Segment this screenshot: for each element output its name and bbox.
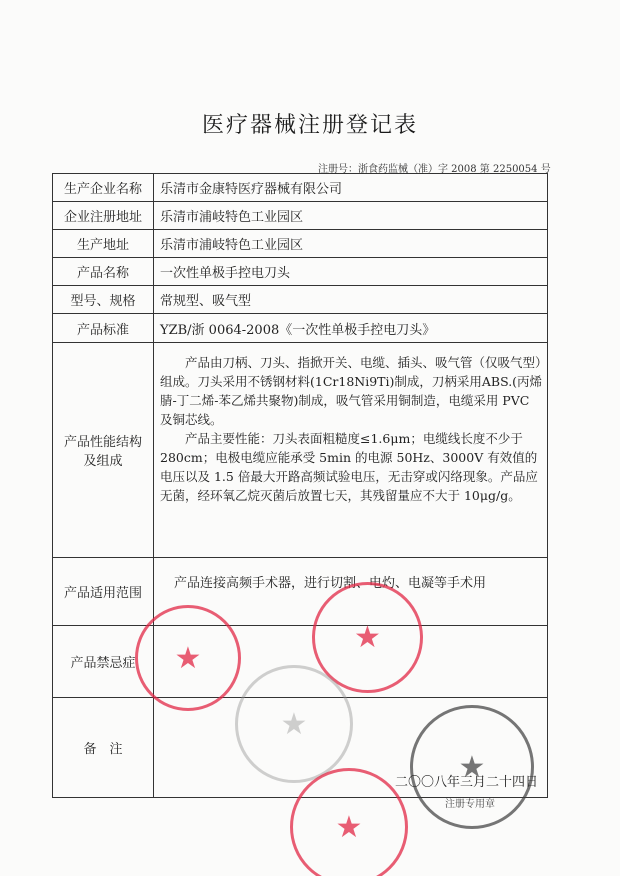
row-value: 常规型、吸气型 [154, 286, 548, 314]
row-label: 生产地址 [53, 230, 154, 258]
row-label: 产品名称 [53, 258, 154, 286]
performance-paragraph-2: 产品主要性能：刀头表面粗糙度≤1.6μm；电缆线长度不少于 280cm；电极电缆应能承受 5min 的电源 50Hz、3000V 有效值的电压以及 1.5 倍最大开路高频试验电压，无击穿或闪络现象。产品应无菌，经环氧乙烷灭菌后放置七天，其残留量应不大于 10μg/g。 [160, 431, 538, 503]
row-value: 乐清市浦岐特色工业园区 [154, 230, 548, 258]
company-seal-stamp: ★ [312, 582, 423, 693]
row-label: 型号、规格 [53, 286, 154, 314]
table-row [53, 258, 548, 286]
row-label: 备 注 [53, 698, 154, 798]
company-seal-stamp: ★ [290, 768, 408, 876]
row-label: 产品禁忌症 [53, 626, 154, 698]
row-value: YZB/浙 0064-2008《一次性单极手控电刀头》 [154, 314, 548, 343]
row-label: 产品标准 [53, 314, 154, 343]
table-row [53, 174, 548, 202]
performance-paragraph-1: 产品由刀柄、刀头、指掀开关、电缆、插头、吸气管（仅吸气型）组成。刀头采用不锈钢材料(1Cr18Ni9Ti)制成，刀柄采用ABS.(丙烯腈-丁二烯-苯乙烯共聚物)制成，吸气管采用铜制造，电缆采用 PVC 及铜芯线。 [160, 355, 543, 427]
table-row [53, 230, 548, 258]
issue-date: 二〇〇八年三月二十四日 [395, 775, 539, 790]
table-row [53, 558, 548, 626]
faded-seal-stamp: ★ [235, 665, 353, 783]
row-label: 企业注册地址 [53, 202, 154, 230]
row-label: 产品适用范围 [53, 558, 154, 626]
row-value: 产品连接高频手术器，进行切割、电灼、电凝等手术用 [154, 558, 548, 626]
registration-number: 注册号：浙食药监械（准）字 2008 第 2250054 号 [318, 164, 551, 175]
table-row [53, 286, 548, 314]
row-label: 生产企业名称 [53, 174, 154, 202]
seal-caption: 注册专用章 [445, 799, 495, 810]
table-row [53, 343, 548, 558]
company-seal-stamp: ★ [135, 605, 241, 711]
row-label: 产品性能结构及组成 [53, 343, 154, 558]
row-value: 乐清市金康特医疗器械有限公司 [154, 174, 548, 202]
row-value: 一次性单极手控电刀头 [154, 258, 548, 286]
row-value: 乐清市浦岐特色工业园区 [154, 202, 548, 230]
registration-seal-stamp: ★ [410, 705, 534, 829]
table-row [53, 314, 548, 343]
table-row [53, 202, 548, 230]
performance-cell [154, 343, 548, 558]
document-title: 医疗器械注册登记表 [201, 113, 418, 138]
